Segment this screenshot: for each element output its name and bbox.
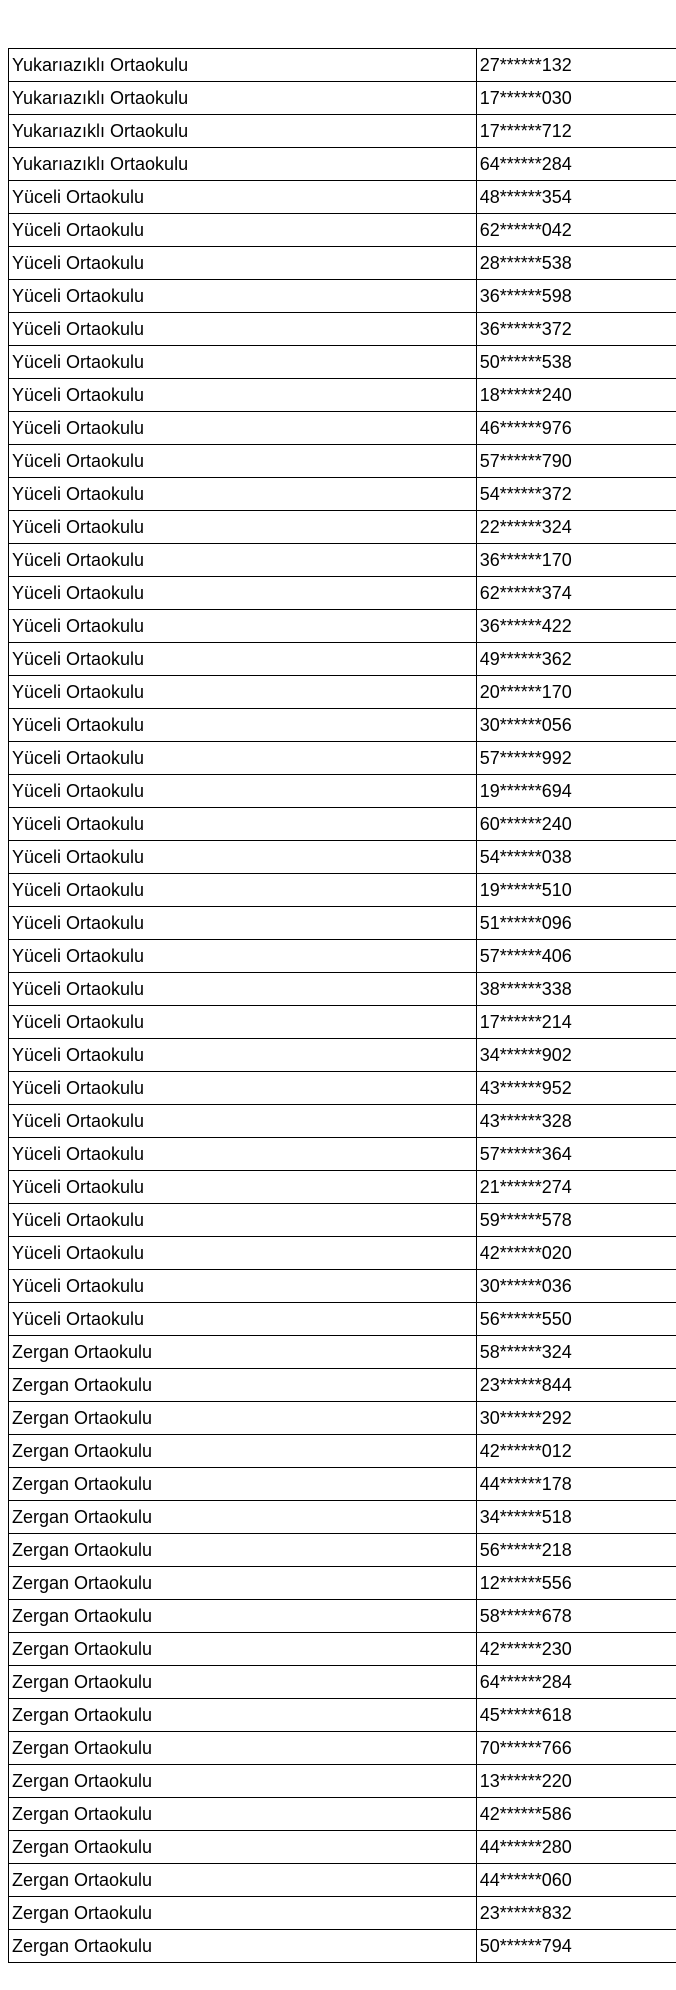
school-name-cell[interactable]: Yüceli Ortaokulu <box>9 214 477 247</box>
masked-id-cell[interactable]: 36******422 <box>476 610 676 643</box>
school-name-cell[interactable]: Yüceli Ortaokulu <box>9 676 477 709</box>
masked-id-cell[interactable]: 34******902 <box>476 1039 676 1072</box>
masked-id-cell[interactable]: 58******324 <box>476 1336 676 1369</box>
masked-id-cell[interactable]: 34******518 <box>476 1501 676 1534</box>
table-row <box>9 1732 676 1765</box>
school-name-cell[interactable]: Zergan Ortaokulu <box>9 1798 477 1831</box>
masked-id-cell[interactable]: 42******020 <box>476 1237 676 1270</box>
masked-id-cell[interactable]: 30******292 <box>476 1402 676 1435</box>
masked-id-cell[interactable]: 48******354 <box>476 181 676 214</box>
school-name-cell[interactable]: Zergan Ortaokulu <box>9 1336 477 1369</box>
school-name-cell[interactable]: Yüceli Ortaokulu <box>9 478 477 511</box>
school-name-cell[interactable]: Yukarıazıklı Ortaokulu <box>9 49 477 82</box>
table-row <box>9 1699 676 1732</box>
school-name-cell[interactable]: Yüceli Ortaokulu <box>9 280 477 313</box>
masked-id-cell[interactable]: 36******170 <box>476 544 676 577</box>
masked-id-cell[interactable]: 23******844 <box>476 1369 676 1402</box>
school-name-cell[interactable]: Yüceli Ortaokulu <box>9 1039 477 1072</box>
table-row <box>9 1765 676 1798</box>
table-row <box>9 511 676 544</box>
school-name-cell[interactable]: Zergan Ortaokulu <box>9 1402 477 1435</box>
school-name-cell[interactable]: Yüceli Ortaokulu <box>9 577 477 610</box>
table-row <box>9 379 676 412</box>
table-row <box>9 1006 676 1039</box>
masked-id-cell[interactable]: 51******096 <box>476 907 676 940</box>
masked-id-cell[interactable]: 23******832 <box>476 1897 676 1930</box>
masked-id-cell[interactable]: 13******220 <box>476 1765 676 1798</box>
school-name-cell[interactable]: Zergan Ortaokulu <box>9 1666 477 1699</box>
table-row <box>9 1237 676 1270</box>
table-row <box>9 247 676 280</box>
school-name-cell[interactable]: Zergan Ortaokulu <box>9 1699 477 1732</box>
masked-id-cell[interactable]: 17******712 <box>476 115 676 148</box>
school-name-cell[interactable]: Yüceli Ortaokulu <box>9 379 477 412</box>
masked-id-cell[interactable]: 57******790 <box>476 445 676 478</box>
school-name-cell[interactable]: Yüceli Ortaokulu <box>9 775 477 808</box>
table-row <box>9 1534 676 1567</box>
table-row <box>9 610 676 643</box>
school-name-cell[interactable]: Yüceli Ortaokulu <box>9 841 477 874</box>
school-name-cell[interactable]: Zergan Ortaokulu <box>9 1534 477 1567</box>
school-name-cell[interactable]: Zergan Ortaokulu <box>9 1633 477 1666</box>
masked-id-cell[interactable]: 45******618 <box>476 1699 676 1732</box>
table-row <box>9 280 676 313</box>
masked-id-cell[interactable]: 42******586 <box>476 1798 676 1831</box>
school-name-cell[interactable]: Yüceli Ortaokulu <box>9 874 477 907</box>
masked-id-cell[interactable]: 60******240 <box>476 808 676 841</box>
table-row <box>9 181 676 214</box>
table-row <box>9 313 676 346</box>
table-row <box>9 1336 676 1369</box>
masked-id-cell[interactable]: 57******992 <box>476 742 676 775</box>
school-name-cell[interactable]: Yüceli Ortaokulu <box>9 1072 477 1105</box>
masked-id-cell[interactable]: 56******218 <box>476 1534 676 1567</box>
school-name-cell[interactable]: Yüceli Ortaokulu <box>9 445 477 478</box>
school-name-cell[interactable]: Zergan Ortaokulu <box>9 1369 477 1402</box>
masked-id-cell[interactable]: 27******132 <box>476 49 676 82</box>
school-name-cell[interactable]: Yüceli Ortaokulu <box>9 709 477 742</box>
masked-id-cell[interactable]: 43******952 <box>476 1072 676 1105</box>
masked-id-cell[interactable]: 28******538 <box>476 247 676 280</box>
masked-id-cell[interactable]: 36******372 <box>476 313 676 346</box>
table-row <box>9 1204 676 1237</box>
table-row <box>9 775 676 808</box>
table-row <box>9 1270 676 1303</box>
table-row <box>9 577 676 610</box>
masked-id-cell[interactable]: 44******280 <box>476 1831 676 1864</box>
table-row <box>9 907 676 940</box>
masked-id-cell[interactable]: 57******364 <box>476 1138 676 1171</box>
masked-id-cell[interactable]: 12******556 <box>476 1567 676 1600</box>
table-row <box>9 412 676 445</box>
masked-id-cell[interactable]: 19******510 <box>476 874 676 907</box>
school-name-cell[interactable]: Yüceli Ortaokulu <box>9 511 477 544</box>
table-row <box>9 445 676 478</box>
masked-id-cell[interactable]: 62******374 <box>476 577 676 610</box>
masked-id-cell[interactable]: 56******550 <box>476 1303 676 1336</box>
table-row <box>9 1831 676 1864</box>
masked-id-cell[interactable]: 30******056 <box>476 709 676 742</box>
table-row <box>9 643 676 676</box>
table-row <box>9 1666 676 1699</box>
table-row <box>9 49 676 82</box>
school-name-cell[interactable]: Zergan Ortaokulu <box>9 1732 477 1765</box>
table-row <box>9 214 676 247</box>
school-name-cell[interactable]: Zergan Ortaokulu <box>9 1600 477 1633</box>
masked-id-cell[interactable]: 54******372 <box>476 478 676 511</box>
school-name-cell[interactable]: Yüceli Ortaokulu <box>9 1303 477 1336</box>
masked-id-cell[interactable]: 64******284 <box>476 1666 676 1699</box>
masked-id-cell[interactable]: 46******976 <box>476 412 676 445</box>
school-name-cell[interactable]: Yüceli Ortaokulu <box>9 643 477 676</box>
masked-id-cell[interactable]: 62******042 <box>476 214 676 247</box>
masked-id-cell[interactable]: 50******794 <box>476 1930 676 1963</box>
table-row <box>9 1402 676 1435</box>
school-name-cell[interactable]: Yüceli Ortaokulu <box>9 940 477 973</box>
masked-id-cell[interactable]: 58******678 <box>476 1600 676 1633</box>
school-name-cell[interactable]: Yüceli Ortaokulu <box>9 610 477 643</box>
table-row <box>9 1435 676 1468</box>
masked-id-cell[interactable]: 36******598 <box>476 280 676 313</box>
school-name-cell[interactable]: Yüceli Ortaokulu <box>9 181 477 214</box>
table-row <box>9 1633 676 1666</box>
masked-id-cell[interactable]: 70******766 <box>476 1732 676 1765</box>
masked-id-cell[interactable]: 30******036 <box>476 1270 676 1303</box>
table-row <box>9 1072 676 1105</box>
masked-id-cell[interactable]: 43******328 <box>476 1105 676 1138</box>
school-name-cell[interactable]: Yüceli Ortaokulu <box>9 973 477 1006</box>
masked-id-cell[interactable]: 38******338 <box>476 973 676 1006</box>
school-name-cell[interactable]: Yüceli Ortaokulu <box>9 1270 477 1303</box>
table-row <box>9 709 676 742</box>
school-name-cell[interactable]: Zergan Ortaokulu <box>9 1567 477 1600</box>
table-row <box>9 1138 676 1171</box>
masked-id-cell[interactable]: 42******230 <box>476 1633 676 1666</box>
table-row <box>9 841 676 874</box>
school-name-cell[interactable]: Yüceli Ortaokulu <box>9 1105 477 1138</box>
table-row <box>9 1897 676 1930</box>
table-row <box>9 346 676 379</box>
masked-id-cell[interactable]: 42******012 <box>476 1435 676 1468</box>
school-name-cell[interactable]: Zergan Ortaokulu <box>9 1765 477 1798</box>
table-row <box>9 1864 676 1897</box>
table-row <box>9 1798 676 1831</box>
table-row <box>9 973 676 1006</box>
table-row <box>9 742 676 775</box>
table-row <box>9 1468 676 1501</box>
table-row <box>9 808 676 841</box>
masked-id-cell[interactable]: 17******214 <box>476 1006 676 1039</box>
masked-id-cell[interactable]: 21******274 <box>476 1171 676 1204</box>
table-row <box>9 82 676 115</box>
school-name-cell[interactable]: Yüceli Ortaokulu <box>9 412 477 445</box>
school-name-cell[interactable]: Yukarıazıklı Ortaokulu <box>9 148 477 181</box>
school-name-cell[interactable]: Zergan Ortaokulu <box>9 1864 477 1897</box>
school-name-cell[interactable]: Yüceli Ortaokulu <box>9 544 477 577</box>
table-row <box>9 676 676 709</box>
masked-id-cell[interactable]: 50******538 <box>476 346 676 379</box>
masked-id-cell[interactable]: 59******578 <box>476 1204 676 1237</box>
school-name-cell[interactable]: Zergan Ortaokulu <box>9 1897 477 1930</box>
table-row <box>9 148 676 181</box>
table-row <box>9 1600 676 1633</box>
school-name-cell[interactable]: Yüceli Ortaokulu <box>9 247 477 280</box>
table-row <box>9 1039 676 1072</box>
table-row <box>9 1369 676 1402</box>
school-name-cell[interactable]: Yüceli Ortaokulu <box>9 313 477 346</box>
table-row <box>9 1105 676 1138</box>
school-name-cell[interactable]: Yüceli Ortaokulu <box>9 742 477 775</box>
masked-id-cell[interactable]: 18******240 <box>476 379 676 412</box>
table-row <box>9 478 676 511</box>
table-row <box>9 1501 676 1534</box>
masked-id-cell[interactable]: 17******030 <box>476 82 676 115</box>
masked-id-cell[interactable]: 57******406 <box>476 940 676 973</box>
school-id-table <box>8 48 676 1963</box>
school-name-cell[interactable]: Zergan Ortaokulu <box>9 1435 477 1468</box>
school-name-cell[interactable]: Yüceli Ortaokulu <box>9 808 477 841</box>
school-name-cell[interactable]: Zergan Ortaokulu <box>9 1930 477 1963</box>
school-name-cell[interactable]: Zergan Ortaokulu <box>9 1501 477 1534</box>
table-row <box>9 1171 676 1204</box>
school-name-cell[interactable]: Yüceli Ortaokulu <box>9 1237 477 1270</box>
school-name-cell[interactable]: Yukarıazıklı Ortaokulu <box>9 82 477 115</box>
table-row <box>9 940 676 973</box>
table-row <box>9 1303 676 1336</box>
school-name-cell[interactable]: Yüceli Ortaokulu <box>9 1006 477 1039</box>
school-name-cell[interactable]: Yüceli Ortaokulu <box>9 907 477 940</box>
masked-id-cell[interactable]: 20******170 <box>476 676 676 709</box>
masked-id-cell[interactable]: 44******178 <box>476 1468 676 1501</box>
table-row <box>9 544 676 577</box>
school-name-cell[interactable]: Yüceli Ortaokulu <box>9 1204 477 1237</box>
table-row <box>9 115 676 148</box>
school-name-cell[interactable]: Yukarıazıklı Ortaokulu <box>9 115 477 148</box>
school-name-cell[interactable]: Yüceli Ortaokulu <box>9 346 477 379</box>
table-body <box>9 49 676 1963</box>
table-row <box>9 874 676 907</box>
masked-id-cell[interactable]: 44******060 <box>476 1864 676 1897</box>
school-name-cell[interactable]: Zergan Ortaokulu <box>9 1468 477 1501</box>
school-name-cell[interactable]: Yüceli Ortaokulu <box>9 1138 477 1171</box>
school-name-cell[interactable]: Yüceli Ortaokulu <box>9 1171 477 1204</box>
masked-id-cell[interactable]: 19******694 <box>476 775 676 808</box>
masked-id-cell[interactable]: 49******362 <box>476 643 676 676</box>
table-row <box>9 1567 676 1600</box>
masked-id-cell[interactable]: 54******038 <box>476 841 676 874</box>
table-row <box>9 1930 676 1963</box>
masked-id-cell[interactable]: 64******284 <box>476 148 676 181</box>
masked-id-cell[interactable]: 22******324 <box>476 511 676 544</box>
school-name-cell[interactable]: Zergan Ortaokulu <box>9 1831 477 1864</box>
